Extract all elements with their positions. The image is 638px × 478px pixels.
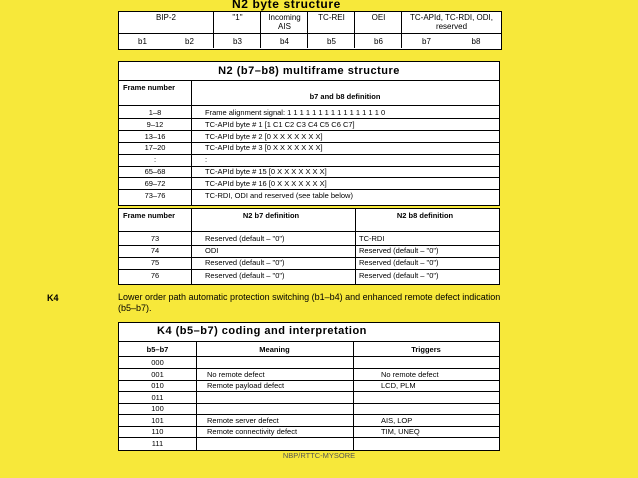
frame-number-cell: 17–20 bbox=[144, 143, 166, 153]
b7-definition-cell: Reserved (default – "0") bbox=[205, 270, 285, 280]
divider bbox=[119, 80, 499, 81]
row-divider bbox=[119, 257, 499, 258]
divider bbox=[353, 341, 354, 450]
bit-label: b2 bbox=[185, 37, 194, 46]
b8-definition-cell: Reserved (default – "0") bbox=[359, 246, 439, 256]
triggers-cell: LCD, PLM bbox=[381, 381, 416, 390]
frame-definition-table bbox=[118, 208, 500, 285]
field-label: BIP-2 bbox=[155, 13, 176, 22]
k4-table-title: K4 (b5–b7) coding and interpretation bbox=[157, 325, 367, 337]
multiframe-title: N2 (b7–b8) multiframe structure bbox=[218, 65, 400, 77]
row-divider bbox=[119, 380, 499, 381]
field-label: TC-REI bbox=[318, 13, 345, 22]
code-cell: 111 bbox=[151, 438, 164, 448]
code-cell: 000 bbox=[151, 358, 164, 367]
frame-number-cell: 76 bbox=[150, 270, 160, 280]
row-divider bbox=[119, 189, 499, 190]
definition-cell: TC-APId byte # 15 [0 X X X X X X X] bbox=[205, 167, 327, 176]
field-label: Incoming AIS bbox=[268, 13, 301, 31]
col-header-meaning: Meaning bbox=[259, 345, 290, 354]
b7-definition-cell: Reserved (default – "0") bbox=[205, 258, 285, 268]
bit-label: b5 bbox=[327, 37, 336, 46]
bit-label: b8 bbox=[471, 37, 481, 46]
divider bbox=[196, 341, 197, 450]
frame-number-cell: 73–76 bbox=[144, 190, 166, 200]
code-cell: 011 bbox=[151, 392, 164, 402]
bit-label: b1 bbox=[138, 37, 147, 46]
col-header-triggers: Triggers bbox=[411, 345, 441, 354]
frame-number-cell: 1–8 bbox=[148, 108, 162, 117]
frame-number-cell: 74 bbox=[150, 246, 160, 256]
divider bbox=[191, 209, 192, 284]
bit-label: b4 bbox=[280, 37, 289, 46]
meaning-cell: Remote server defect bbox=[207, 415, 279, 425]
col-header-b8: N2 b8 definition bbox=[396, 211, 454, 220]
multiframe-table bbox=[118, 61, 500, 206]
col-header-code: b5–b7 bbox=[146, 345, 169, 354]
row-divider bbox=[119, 437, 499, 438]
divider bbox=[119, 341, 499, 342]
frame-number-cell: 69–72 bbox=[144, 178, 166, 188]
row-divider bbox=[119, 142, 499, 143]
row-divider bbox=[119, 118, 499, 119]
code-cell: 101 bbox=[151, 415, 164, 425]
b8-definition-cell: Reserved (default – "0") bbox=[359, 258, 439, 268]
col-header-definition: b7 and b8 definition bbox=[309, 92, 381, 101]
triggers-cell: No remote defect bbox=[381, 369, 439, 379]
meaning-cell: Remote connectivity defect bbox=[207, 427, 298, 436]
code-cell: 001 bbox=[151, 369, 164, 379]
field-label: TC-APId, TC-RDI, ODI, reserved bbox=[410, 13, 493, 31]
row-divider bbox=[119, 391, 499, 392]
definition-cell: : bbox=[205, 155, 208, 165]
frame-number-cell: 65–68 bbox=[144, 167, 166, 176]
row-divider bbox=[119, 269, 499, 270]
code-cell: 110 bbox=[151, 427, 164, 436]
field-incoming-ais bbox=[260, 12, 308, 48]
definition-cell: TC-APId byte # 16 [0 X X X X X X X] bbox=[205, 178, 327, 188]
b8-definition-cell: TC-RDI bbox=[359, 234, 385, 243]
bit-label: b6 bbox=[374, 37, 383, 46]
n2-byte-title: N2 byte structure bbox=[232, 0, 341, 11]
row-divider bbox=[119, 368, 499, 369]
k4-label: K4 bbox=[47, 293, 59, 303]
meaning-cell: No remote defect bbox=[207, 369, 265, 379]
triggers-cell: TIM, UNEQ bbox=[381, 427, 420, 436]
row-divider bbox=[119, 245, 499, 246]
col-header-frame: Frame number bbox=[123, 211, 176, 220]
frame-number-cell: 75 bbox=[150, 258, 160, 268]
col-header-frame: Frame number bbox=[123, 83, 176, 92]
field-tc-apid bbox=[401, 12, 501, 48]
row-divider bbox=[119, 426, 499, 427]
definition-cell: TC-APId byte # 2 [0 X X X X X X X] bbox=[205, 131, 323, 141]
row-divider bbox=[119, 166, 499, 167]
b8-definition-cell: Reserved (default – "0") bbox=[359, 270, 439, 280]
frame-number-cell: 73 bbox=[150, 234, 160, 243]
row-divider bbox=[119, 177, 499, 178]
row-divider bbox=[119, 130, 499, 131]
code-cell: 100 bbox=[151, 404, 164, 413]
k4-description: Lower order path automatic protection switching (b1–b4) and enhanced remote defect indication (b5–b7). bbox=[118, 292, 501, 313]
field-tc-rei bbox=[307, 12, 355, 48]
field-label: "1" bbox=[232, 13, 243, 22]
divider bbox=[119, 356, 499, 357]
divider bbox=[119, 231, 499, 232]
n2-byte-table bbox=[118, 11, 502, 50]
frame-number-cell: 13–16 bbox=[144, 131, 166, 141]
frame-number-cell: 9–12 bbox=[146, 119, 164, 129]
k4-table bbox=[118, 322, 500, 451]
triggers-cell: AIS, LOP bbox=[381, 415, 413, 425]
divider bbox=[355, 209, 356, 284]
b7-definition-cell: Reserved (default – "0") bbox=[205, 234, 285, 243]
code-cell: 010 bbox=[151, 381, 164, 390]
definition-cell: Frame alignment signal: 1 1 1 1 1 1 1 1 1 1 1 1 1 1 1 0 bbox=[205, 108, 386, 117]
field-label: OEI bbox=[371, 13, 386, 22]
definition-cell: TC-RDI, ODI and reserved (see table below) bbox=[205, 190, 353, 200]
col-header-b7: N2 b7 definition bbox=[242, 211, 300, 220]
footer: NBP/RTTC-MYSORE bbox=[282, 451, 356, 460]
definition-cell: TC-APId byte # 3 [0 X X X X X X X] bbox=[205, 143, 323, 153]
frame-number-cell: : bbox=[153, 155, 157, 165]
field-oei bbox=[354, 12, 402, 48]
field-bip2 bbox=[119, 12, 213, 48]
bit-label: b3 bbox=[233, 37, 242, 46]
row-divider bbox=[119, 154, 499, 155]
row-divider bbox=[119, 414, 499, 415]
definition-cell: TC-APId byte # 1 [1 C1 C2 C3 C4 C5 C6 C7] bbox=[205, 119, 355, 129]
bit-label: b7 bbox=[422, 37, 431, 46]
divider bbox=[119, 105, 499, 106]
row-divider bbox=[119, 403, 499, 404]
field-one bbox=[213, 12, 261, 48]
meaning-cell: Remote payload defect bbox=[207, 381, 285, 390]
b7-definition-cell: ODI bbox=[205, 246, 219, 256]
